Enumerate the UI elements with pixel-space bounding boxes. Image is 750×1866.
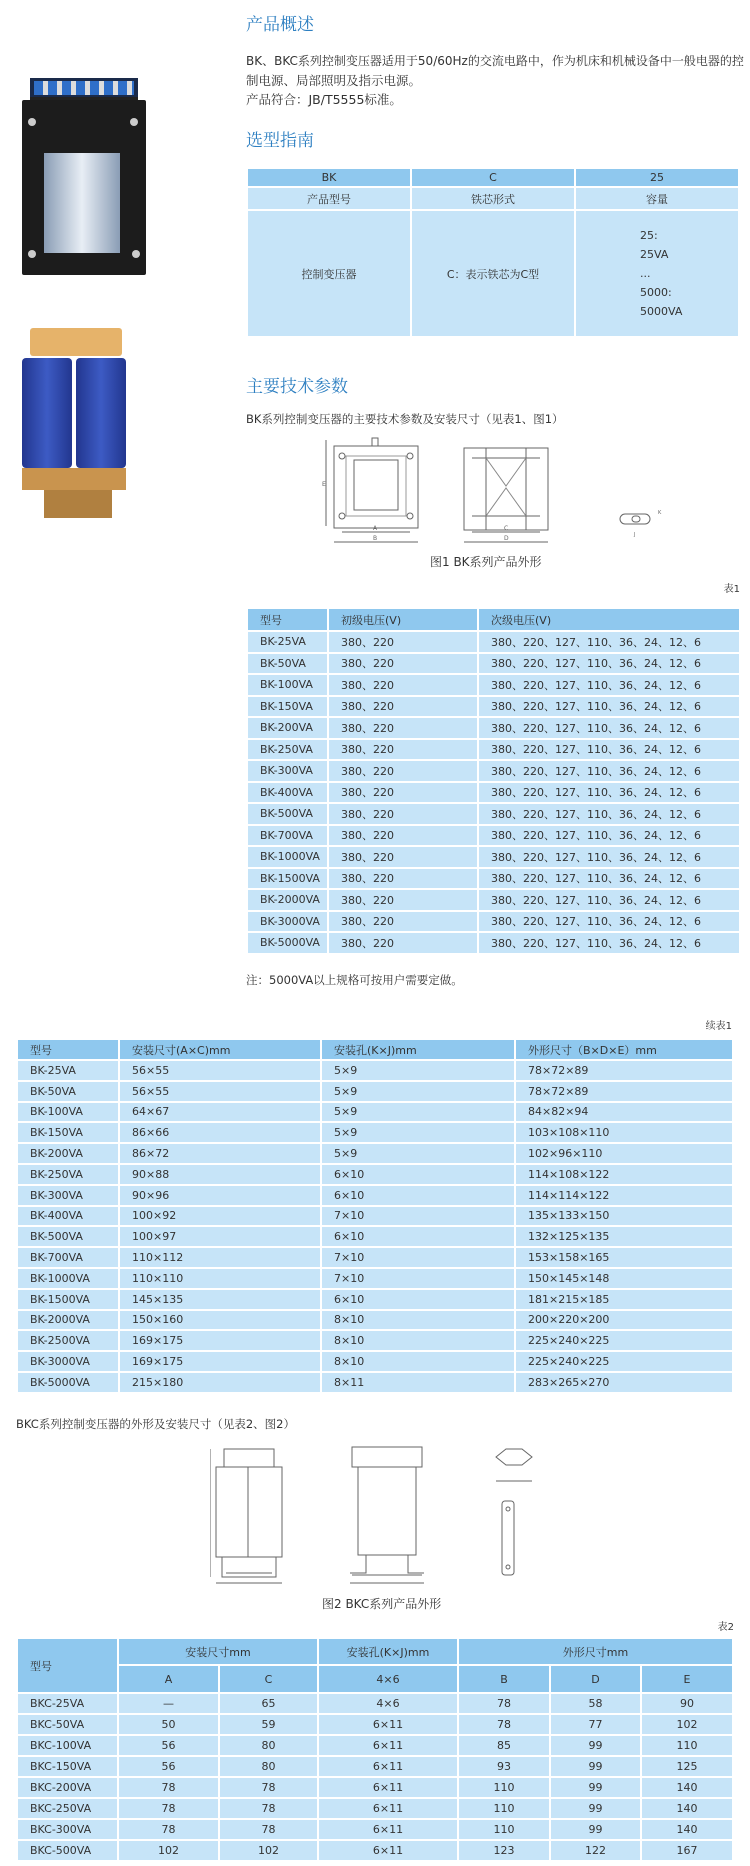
table-cell: 122 bbox=[550, 1840, 641, 1861]
table2-header-outline: 外形尺寸mm bbox=[458, 1638, 733, 1665]
table-row bbox=[247, 653, 740, 675]
table-cell: 56×55 bbox=[119, 1060, 321, 1081]
table-cell: 100×92 bbox=[119, 1206, 321, 1227]
table-cell: 380、220、127、110、36、24、12、6 bbox=[478, 889, 740, 911]
table-row bbox=[247, 868, 740, 890]
table-cell: 380、220 bbox=[328, 825, 478, 847]
table2-subheader: B bbox=[458, 1665, 550, 1693]
bkc-transformer-photo bbox=[22, 328, 130, 520]
table-row bbox=[17, 1777, 733, 1798]
table-cell: 78 bbox=[219, 1777, 318, 1798]
table1b bbox=[16, 1038, 734, 1394]
table-row bbox=[17, 1310, 733, 1331]
table-cell: 78×72×89 bbox=[515, 1081, 733, 1102]
table-cell: 50 bbox=[118, 1714, 219, 1735]
table-cell: 380、220 bbox=[328, 889, 478, 911]
table-cell: BK-200VA bbox=[17, 1143, 119, 1164]
figure1-drawing bbox=[320, 436, 680, 548]
table-cell: 78 bbox=[458, 1693, 550, 1714]
table-cell: BKC-25VA bbox=[17, 1693, 118, 1714]
table-cell: 380、220、127、110、36、24、12、6 bbox=[478, 803, 740, 825]
table-row bbox=[17, 1756, 733, 1777]
table-cell: BK-500VA bbox=[247, 803, 328, 825]
selection-capacity bbox=[575, 210, 739, 337]
table-cell: 8×10 bbox=[321, 1310, 515, 1331]
table-cell: BK-150VA bbox=[17, 1122, 119, 1143]
dim-label-a: A bbox=[373, 525, 378, 532]
table-cell: 102 bbox=[118, 1840, 219, 1861]
table-cell: 380、220、127、110、36、24、12、6 bbox=[478, 674, 740, 696]
table-row bbox=[247, 846, 740, 868]
table-row bbox=[17, 1060, 733, 1081]
table-cell: 380、220 bbox=[328, 911, 478, 933]
overview-text bbox=[246, 52, 744, 109]
table-cell: 153×158×165 bbox=[515, 1247, 733, 1268]
table-cell: 102 bbox=[641, 1714, 733, 1735]
table-row bbox=[17, 1081, 733, 1102]
table-cell: BK-1000VA bbox=[17, 1268, 119, 1289]
table-cell: 140 bbox=[641, 1777, 733, 1798]
table2-subheader: E bbox=[641, 1665, 733, 1693]
table-row bbox=[247, 825, 740, 847]
table-row bbox=[17, 1798, 733, 1819]
table1b-header: 安装尺寸(A×C)mm bbox=[119, 1039, 321, 1060]
table-cell: BKC-50VA bbox=[17, 1714, 118, 1735]
table-cell: 380、220、127、110、36、24、12、6 bbox=[478, 696, 740, 718]
table-cell: BKC-150VA bbox=[17, 1756, 118, 1777]
table-cell: BK-300VA bbox=[17, 1185, 119, 1206]
table-cell: 110×110 bbox=[119, 1268, 321, 1289]
capacity-line: 5000VA bbox=[640, 305, 683, 318]
table-cell: 110 bbox=[641, 1735, 733, 1756]
table-cell: 5×9 bbox=[321, 1060, 515, 1081]
table-cell: 380、220、127、110、36、24、12、6 bbox=[478, 846, 740, 868]
table-cell: 225×240×225 bbox=[515, 1351, 733, 1372]
table-cell: 100×97 bbox=[119, 1226, 321, 1247]
table-cell: 380、220 bbox=[328, 846, 478, 868]
table-cell: 140 bbox=[641, 1819, 733, 1840]
table-row bbox=[17, 1351, 733, 1372]
table-cell: 380、220、127、110、36、24、12、6 bbox=[478, 631, 740, 653]
table2-header-hole: 安装孔(K×J)mm bbox=[318, 1638, 458, 1665]
capacity-line: ... bbox=[640, 267, 651, 280]
table-cell: 123 bbox=[458, 1840, 550, 1861]
table-cell: BKC-300VA bbox=[17, 1819, 118, 1840]
table-cell: 86×72 bbox=[119, 1143, 321, 1164]
table-cell: 56×55 bbox=[119, 1081, 321, 1102]
table-cell: 110 bbox=[458, 1777, 550, 1798]
selection-value: 控制变压器 bbox=[247, 210, 411, 337]
table1b-header: 安装孔(K×J)mm bbox=[321, 1039, 515, 1060]
table-cell: 90 bbox=[641, 1693, 733, 1714]
table-row bbox=[247, 932, 740, 954]
table-cell: 140 bbox=[641, 1798, 733, 1819]
table-cell: 99 bbox=[550, 1798, 641, 1819]
table-cell: 169×175 bbox=[119, 1330, 321, 1351]
table-cell: BK-100VA bbox=[247, 674, 328, 696]
table-cell: 380、220、127、110、36、24、12、6 bbox=[478, 653, 740, 675]
dim-label-k: K bbox=[658, 510, 662, 516]
table1-header: 初级电压(V) bbox=[328, 608, 478, 631]
table-cell: 6×10 bbox=[321, 1185, 515, 1206]
table-cell: 93 bbox=[458, 1756, 550, 1777]
table-cell: 5×9 bbox=[321, 1122, 515, 1143]
table-cell: 6×11 bbox=[318, 1819, 458, 1840]
table-cell: 78 bbox=[458, 1714, 550, 1735]
table-cell: 110 bbox=[458, 1819, 550, 1840]
table-cell: 86×66 bbox=[119, 1122, 321, 1143]
table-row bbox=[17, 1122, 733, 1143]
table-cell: 380、220 bbox=[328, 631, 478, 653]
table-cell: 380、220 bbox=[328, 803, 478, 825]
table-cell: BK-400VA bbox=[17, 1206, 119, 1227]
figure2-drawing bbox=[210, 1445, 550, 1585]
table-cell: 99 bbox=[550, 1735, 641, 1756]
capacity-line: 5000: bbox=[640, 286, 672, 299]
table-cell: 283×265×270 bbox=[515, 1372, 733, 1393]
table-cell: 78 bbox=[118, 1819, 219, 1840]
table-row bbox=[17, 1143, 733, 1164]
table-row bbox=[17, 1819, 733, 1840]
table-row bbox=[247, 760, 740, 782]
table-cell: 78 bbox=[118, 1798, 219, 1819]
table-row bbox=[247, 782, 740, 804]
selection-header: BK bbox=[247, 168, 411, 187]
table-cell: 7×10 bbox=[321, 1247, 515, 1268]
table-row bbox=[247, 911, 740, 933]
table-cell: 380、220、127、110、36、24、12、6 bbox=[478, 717, 740, 739]
table-cell: BK-700VA bbox=[17, 1247, 119, 1268]
selection-table bbox=[246, 167, 740, 338]
table-cell: BK-5000VA bbox=[247, 932, 328, 954]
table-cell: 6×11 bbox=[318, 1840, 458, 1861]
table-cell: 6×10 bbox=[321, 1289, 515, 1310]
dim-label-c: C bbox=[504, 525, 509, 532]
table-cell: 380、220、127、110、36、24、12、6 bbox=[478, 932, 740, 954]
table-cell: 85 bbox=[458, 1735, 550, 1756]
table2-subheader: D bbox=[550, 1665, 641, 1693]
table-row bbox=[247, 803, 740, 825]
table-cell: BKC-500VA bbox=[17, 1840, 118, 1861]
table-cell: BK-1500VA bbox=[247, 868, 328, 890]
table-cell: 125 bbox=[641, 1756, 733, 1777]
table2-subheader: 4×6 bbox=[318, 1665, 458, 1693]
table2-subheader: C bbox=[219, 1665, 318, 1693]
table-cell: BK-500VA bbox=[17, 1226, 119, 1247]
selection-label: 产品型号 bbox=[247, 187, 411, 210]
table1-label: 表1 bbox=[723, 584, 740, 595]
table-row bbox=[247, 739, 740, 761]
table-cell: BK-25VA bbox=[247, 631, 328, 653]
table-cell: 4×6 bbox=[318, 1693, 458, 1714]
table-cell: 145×135 bbox=[119, 1289, 321, 1310]
selection-label: 铁芯形式 bbox=[411, 187, 575, 210]
table-cell: 6×11 bbox=[318, 1756, 458, 1777]
selection-header: 25 bbox=[575, 168, 739, 187]
table-cell: 7×10 bbox=[321, 1268, 515, 1289]
table-cell: 56 bbox=[118, 1756, 219, 1777]
table-cell: BK-150VA bbox=[247, 696, 328, 718]
dim-label-j: J bbox=[634, 532, 636, 538]
table-cell: 380、220、127、110、36、24、12、6 bbox=[478, 825, 740, 847]
dim-label-d: D bbox=[504, 535, 509, 542]
table-cell: 380、220、127、110、36、24、12、6 bbox=[478, 739, 740, 761]
table-cell: 6×11 bbox=[318, 1777, 458, 1798]
table-cell: BK-300VA bbox=[247, 760, 328, 782]
table-cell: — bbox=[118, 1693, 219, 1714]
table-row bbox=[247, 889, 740, 911]
selection-header: C bbox=[411, 168, 575, 187]
table2 bbox=[16, 1637, 734, 1862]
table-cell: 215×180 bbox=[119, 1372, 321, 1393]
table1 bbox=[246, 607, 741, 955]
selection-title: 选型指南 bbox=[246, 131, 314, 151]
table-cell: 102×96×110 bbox=[515, 1143, 733, 1164]
table-cell: 225×240×225 bbox=[515, 1330, 733, 1351]
table2-header-mount: 安装尺寸mm bbox=[118, 1638, 318, 1665]
table-cell: BK-250VA bbox=[247, 739, 328, 761]
table-cell: 6×10 bbox=[321, 1226, 515, 1247]
table-cell: 8×11 bbox=[321, 1372, 515, 1393]
table-row bbox=[17, 1735, 733, 1756]
table-cell: BK-700VA bbox=[247, 825, 328, 847]
table-row bbox=[247, 631, 740, 653]
table-cell: 114×114×122 bbox=[515, 1185, 733, 1206]
figure2-caption: 图2 BKC系列产品外形 bbox=[322, 1597, 442, 1611]
table-cell: 5×9 bbox=[321, 1102, 515, 1123]
table-cell: BK-3000VA bbox=[17, 1351, 119, 1372]
table-cell: 167 bbox=[641, 1840, 733, 1861]
dim-label-b: B bbox=[373, 535, 378, 542]
table-cell: 84×82×94 bbox=[515, 1102, 733, 1123]
table-row bbox=[17, 1330, 733, 1351]
table-cell: 380、220 bbox=[328, 760, 478, 782]
table-cell: BK-2000VA bbox=[17, 1310, 119, 1331]
table-cell: BKC-100VA bbox=[17, 1735, 118, 1756]
table-cell: 102 bbox=[219, 1840, 318, 1861]
table-cell: 78 bbox=[118, 1777, 219, 1798]
table-cell: 78×72×89 bbox=[515, 1060, 733, 1081]
table-cell: 110×112 bbox=[119, 1247, 321, 1268]
table-cell: 114×108×122 bbox=[515, 1164, 733, 1185]
table-cell: 8×10 bbox=[321, 1351, 515, 1372]
table-row bbox=[17, 1226, 733, 1247]
table-cell: 380、220 bbox=[328, 932, 478, 954]
table-cell: BK-1000VA bbox=[247, 846, 328, 868]
bk-transformer-photo bbox=[20, 78, 148, 275]
table-cell: BK-25VA bbox=[17, 1060, 119, 1081]
table-row bbox=[247, 717, 740, 739]
table-cell: 380、220、127、110、36、24、12、6 bbox=[478, 760, 740, 782]
table-cell: BKC-200VA bbox=[17, 1777, 118, 1798]
table-cell: 99 bbox=[550, 1819, 641, 1840]
table-cell: 80 bbox=[219, 1735, 318, 1756]
table-row bbox=[17, 1185, 733, 1206]
table1-note: 注：5000VA以上规格可按用户需要定做。 bbox=[246, 973, 463, 987]
table-cell: 200×220×200 bbox=[515, 1310, 733, 1331]
table-cell: 56 bbox=[118, 1735, 219, 1756]
table-row bbox=[17, 1247, 733, 1268]
specs-subtitle: BK系列控制变压器的主要技术参数及安装尺寸（见表1、图1） bbox=[246, 412, 564, 426]
table-cell: 380、220 bbox=[328, 782, 478, 804]
table-row bbox=[17, 1164, 733, 1185]
table-cell: 6×10 bbox=[321, 1164, 515, 1185]
table2-subheader: A bbox=[118, 1665, 219, 1693]
capacity-line: 25: bbox=[640, 229, 658, 242]
table-row bbox=[17, 1693, 733, 1714]
table-cell: 78 bbox=[219, 1819, 318, 1840]
dim-label-e: E bbox=[322, 481, 326, 488]
table-row bbox=[17, 1840, 733, 1861]
table-cell: 7×10 bbox=[321, 1206, 515, 1227]
table-row bbox=[247, 674, 740, 696]
table-cell: 380、220 bbox=[328, 653, 478, 675]
table-cell: 90×96 bbox=[119, 1185, 321, 1206]
table-cell: 103×108×110 bbox=[515, 1122, 733, 1143]
table-row bbox=[17, 1714, 733, 1735]
table1b-label: 续表1 bbox=[705, 1021, 732, 1032]
table-cell: BK-2500VA bbox=[17, 1330, 119, 1351]
table-cell: BK-3000VA bbox=[247, 911, 328, 933]
table-cell: 169×175 bbox=[119, 1351, 321, 1372]
table-cell: 80 bbox=[219, 1756, 318, 1777]
figure1-caption: 图1 BK系列产品外形 bbox=[430, 555, 542, 569]
table-cell: 6×11 bbox=[318, 1798, 458, 1819]
table-cell: 380、220 bbox=[328, 674, 478, 696]
table-cell: 380、220 bbox=[328, 739, 478, 761]
overview-line: BK、BKC系列控制变压器适用于50/60Hz的交流电路中，作为机床和机械设备中一般电器的控 bbox=[246, 54, 744, 68]
table-cell: 380、220、127、110、36、24、12、6 bbox=[478, 868, 740, 890]
table-cell: BK-400VA bbox=[247, 782, 328, 804]
table-cell: 5×9 bbox=[321, 1143, 515, 1164]
table-cell: 380、220、127、110、36、24、12、6 bbox=[478, 782, 740, 804]
table-cell: BKC-250VA bbox=[17, 1798, 118, 1819]
table-cell: 59 bbox=[219, 1714, 318, 1735]
table2-label: 表2 bbox=[717, 1622, 734, 1633]
table-cell: 132×125×135 bbox=[515, 1226, 733, 1247]
table-row bbox=[17, 1372, 733, 1393]
table-row bbox=[17, 1268, 733, 1289]
table1-header: 次级电压(V) bbox=[478, 608, 740, 631]
table-cell: 110 bbox=[458, 1798, 550, 1819]
table-cell: 6×11 bbox=[318, 1714, 458, 1735]
table1b-header: 外形尺寸（B×D×E）mm bbox=[515, 1039, 733, 1060]
table-cell: 65 bbox=[219, 1693, 318, 1714]
table-row bbox=[17, 1102, 733, 1123]
bkc-subtitle: BKC系列控制变压器的外形及安装尺寸（见表2、图2） bbox=[16, 1417, 295, 1431]
selection-label: 容量 bbox=[575, 187, 739, 210]
table-cell: 78 bbox=[219, 1798, 318, 1819]
table-cell: 150×160 bbox=[119, 1310, 321, 1331]
table-row bbox=[17, 1206, 733, 1227]
table-cell: 150×145×148 bbox=[515, 1268, 733, 1289]
table-cell: 181×215×185 bbox=[515, 1289, 733, 1310]
selection-value: C：表示铁芯为C型 bbox=[411, 210, 575, 337]
table-cell: BK-2000VA bbox=[247, 889, 328, 911]
table-cell: 8×10 bbox=[321, 1330, 515, 1351]
table-cell: BK-1500VA bbox=[17, 1289, 119, 1310]
table-cell: BK-250VA bbox=[17, 1164, 119, 1185]
table-cell: 380、220 bbox=[328, 696, 478, 718]
table-cell: 77 bbox=[550, 1714, 641, 1735]
table-cell: 380、220、127、110、36、24、12、6 bbox=[478, 911, 740, 933]
table-cell: BK-5000VA bbox=[17, 1372, 119, 1393]
table-cell: 380、220 bbox=[328, 717, 478, 739]
overview-line: 产品符合：JB/T5555标准。 bbox=[246, 92, 402, 107]
table-cell: BK-50VA bbox=[247, 653, 328, 675]
table2-header-model: 型号 bbox=[17, 1638, 118, 1693]
table-cell: 135×133×150 bbox=[515, 1206, 733, 1227]
specs-title: 主要技术参数 bbox=[246, 377, 348, 397]
overview-title: 产品概述 bbox=[246, 15, 314, 35]
table-row bbox=[247, 696, 740, 718]
table-cell: BK-200VA bbox=[247, 717, 328, 739]
table-cell: 6×11 bbox=[318, 1735, 458, 1756]
table-cell: 58 bbox=[550, 1693, 641, 1714]
table1b-header: 型号 bbox=[17, 1039, 119, 1060]
table-cell: 99 bbox=[550, 1777, 641, 1798]
table1-header: 型号 bbox=[247, 608, 328, 631]
table-row bbox=[17, 1289, 733, 1310]
table-cell: BK-100VA bbox=[17, 1102, 119, 1123]
table-cell: 90×88 bbox=[119, 1164, 321, 1185]
capacity-line: 25VA bbox=[640, 248, 669, 261]
table-cell: BK-50VA bbox=[17, 1081, 119, 1102]
overview-line: 制电源、局部照明及指示电源。 bbox=[246, 73, 422, 88]
table-cell: 380、220 bbox=[328, 868, 478, 890]
table-cell: 64×67 bbox=[119, 1102, 321, 1123]
table-cell: 99 bbox=[550, 1756, 641, 1777]
table-cell: 5×9 bbox=[321, 1081, 515, 1102]
